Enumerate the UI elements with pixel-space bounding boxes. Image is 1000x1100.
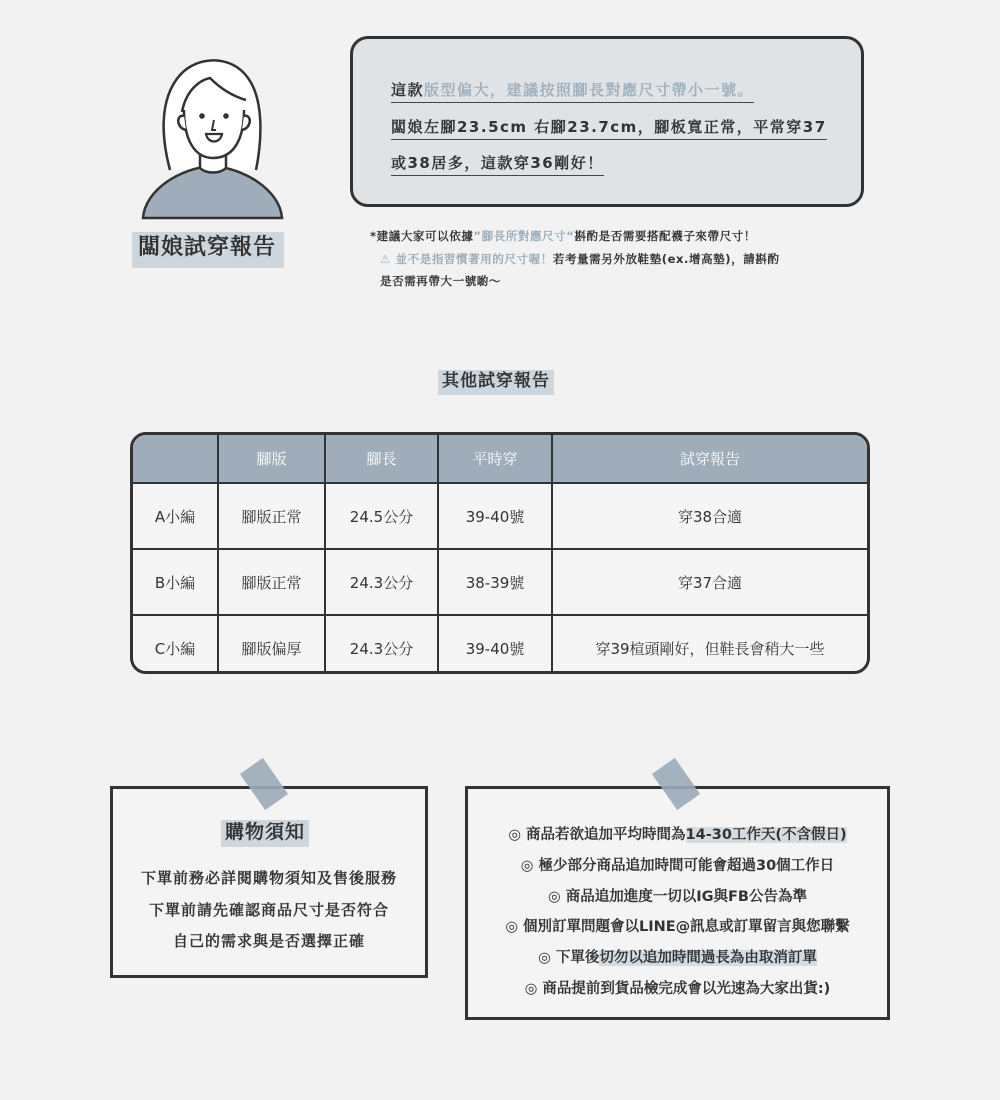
preorder-line-2: ◎ 極少部分商品追加時間可能會超過30個工作日 [520, 858, 835, 874]
table-cell: C小編 [133, 615, 218, 674]
note-line-2-tail: 若考量需另外放鞋墊(ex.增高墊)，請斟酌 [552, 252, 780, 266]
speech-bubble [350, 36, 864, 207]
bubble-line-1 [391, 79, 754, 103]
note-line-1-highlight: ”腳長所對應尺寸“ [473, 229, 575, 243]
header-cell: 平時穿 [438, 435, 552, 483]
notice-line: 下單前請先確認商品尺寸是否符合 [148, 901, 389, 919]
note-line-2-highlight: 並不是指習慣著用的尺寸喔！ [395, 252, 553, 266]
notice-line: 自己的需求與是否選擇正確 [172, 932, 365, 950]
note-line-1-lead: *建議大家可以依據 [370, 229, 474, 243]
preorder-line-5-lead: ◎ 下單後 [538, 950, 600, 966]
note-line-3: 是否需再帶大一號喲～ [380, 274, 501, 288]
table-cell: 38-39號 [438, 549, 552, 615]
preorder-line-1-highlight: 14-30工作天(不含假日) [685, 827, 847, 843]
table-row [133, 549, 867, 615]
table-cell: 穿37合適 [552, 549, 867, 615]
table-header-row [133, 435, 867, 483]
preorder-line-6: ◎ 商品提前到貨品檢完成會以光速為大家出貨:) [524, 981, 831, 997]
header-cell: 腳版 [218, 435, 325, 483]
notice-line: 下單前務必詳閱購物須知及售後服務 [140, 869, 397, 887]
purchase-notice-title: 購物須知 [221, 820, 309, 847]
table-cell: 24.3公分 [325, 615, 438, 674]
table-row [133, 615, 867, 674]
table-cell: 腳版正常 [218, 549, 325, 615]
note-line-2 [380, 251, 780, 267]
table-cell: 39-40號 [438, 483, 552, 549]
table-cell: 穿38合適 [552, 483, 867, 549]
purchase-notice-card [110, 786, 428, 978]
preorder-line-3: ◎ 商品追加進度一切以IG與FB公告為準 [548, 889, 807, 905]
header-cell [133, 435, 218, 483]
owner-avatar [140, 50, 285, 220]
table-cell: B小編 [133, 549, 218, 615]
table-cell: A小編 [133, 483, 218, 549]
header-cell: 試穿報告 [552, 435, 867, 483]
table-cell: 腳版正常 [218, 483, 325, 549]
table-cell: 39-40號 [438, 615, 552, 674]
preorder-line-4: ◎ 個別訂單問題會以LINE@訊息或訂單留言與您聯繫 [505, 919, 850, 935]
note-line-1-tail: 斟酌是否需要搭配襪子來帶尺寸！ [574, 229, 756, 243]
other-reports-title: 其他試穿報告 [438, 370, 554, 395]
table-cell: 穿39楦頭剛好，但鞋長會稍大一些 [552, 615, 867, 674]
preorder-line-5 [468, 946, 887, 967]
warning-icon: ⚠ [380, 252, 391, 266]
preorder-line-1-lead: ◎ 商品若欲追加平均時間為 [508, 827, 686, 843]
table-cell: 腳版偏厚 [218, 615, 325, 674]
table-cell: 24.3公分 [325, 549, 438, 615]
bubble-line-2: 闆娘左腳23.5cm 右腳23.7cm，腳板寬正常，平常穿37 [391, 116, 827, 140]
header-cell: 腳長 [325, 435, 438, 483]
bubble-line-3: 或38居多，這款穿36剛好！ [391, 152, 604, 176]
owner-report-title: 闆娘試穿報告 [132, 232, 284, 268]
bubble-line-1-highlight: 版型偏大，建議按照腳長對應尺寸帶小一號。 [424, 81, 755, 99]
table-row [133, 483, 867, 549]
preorder-line-5-highlight: 切勿以追加時間過長為由取消訂單 [599, 950, 817, 966]
bubble-line-1-lead: 這款 [391, 81, 425, 99]
note-line-1 [370, 228, 756, 244]
preorder-line-1 [468, 823, 887, 844]
fitting-report-table [130, 432, 870, 674]
table-cell: 24.5公分 [325, 483, 438, 549]
preorder-notice-card [465, 786, 890, 1020]
